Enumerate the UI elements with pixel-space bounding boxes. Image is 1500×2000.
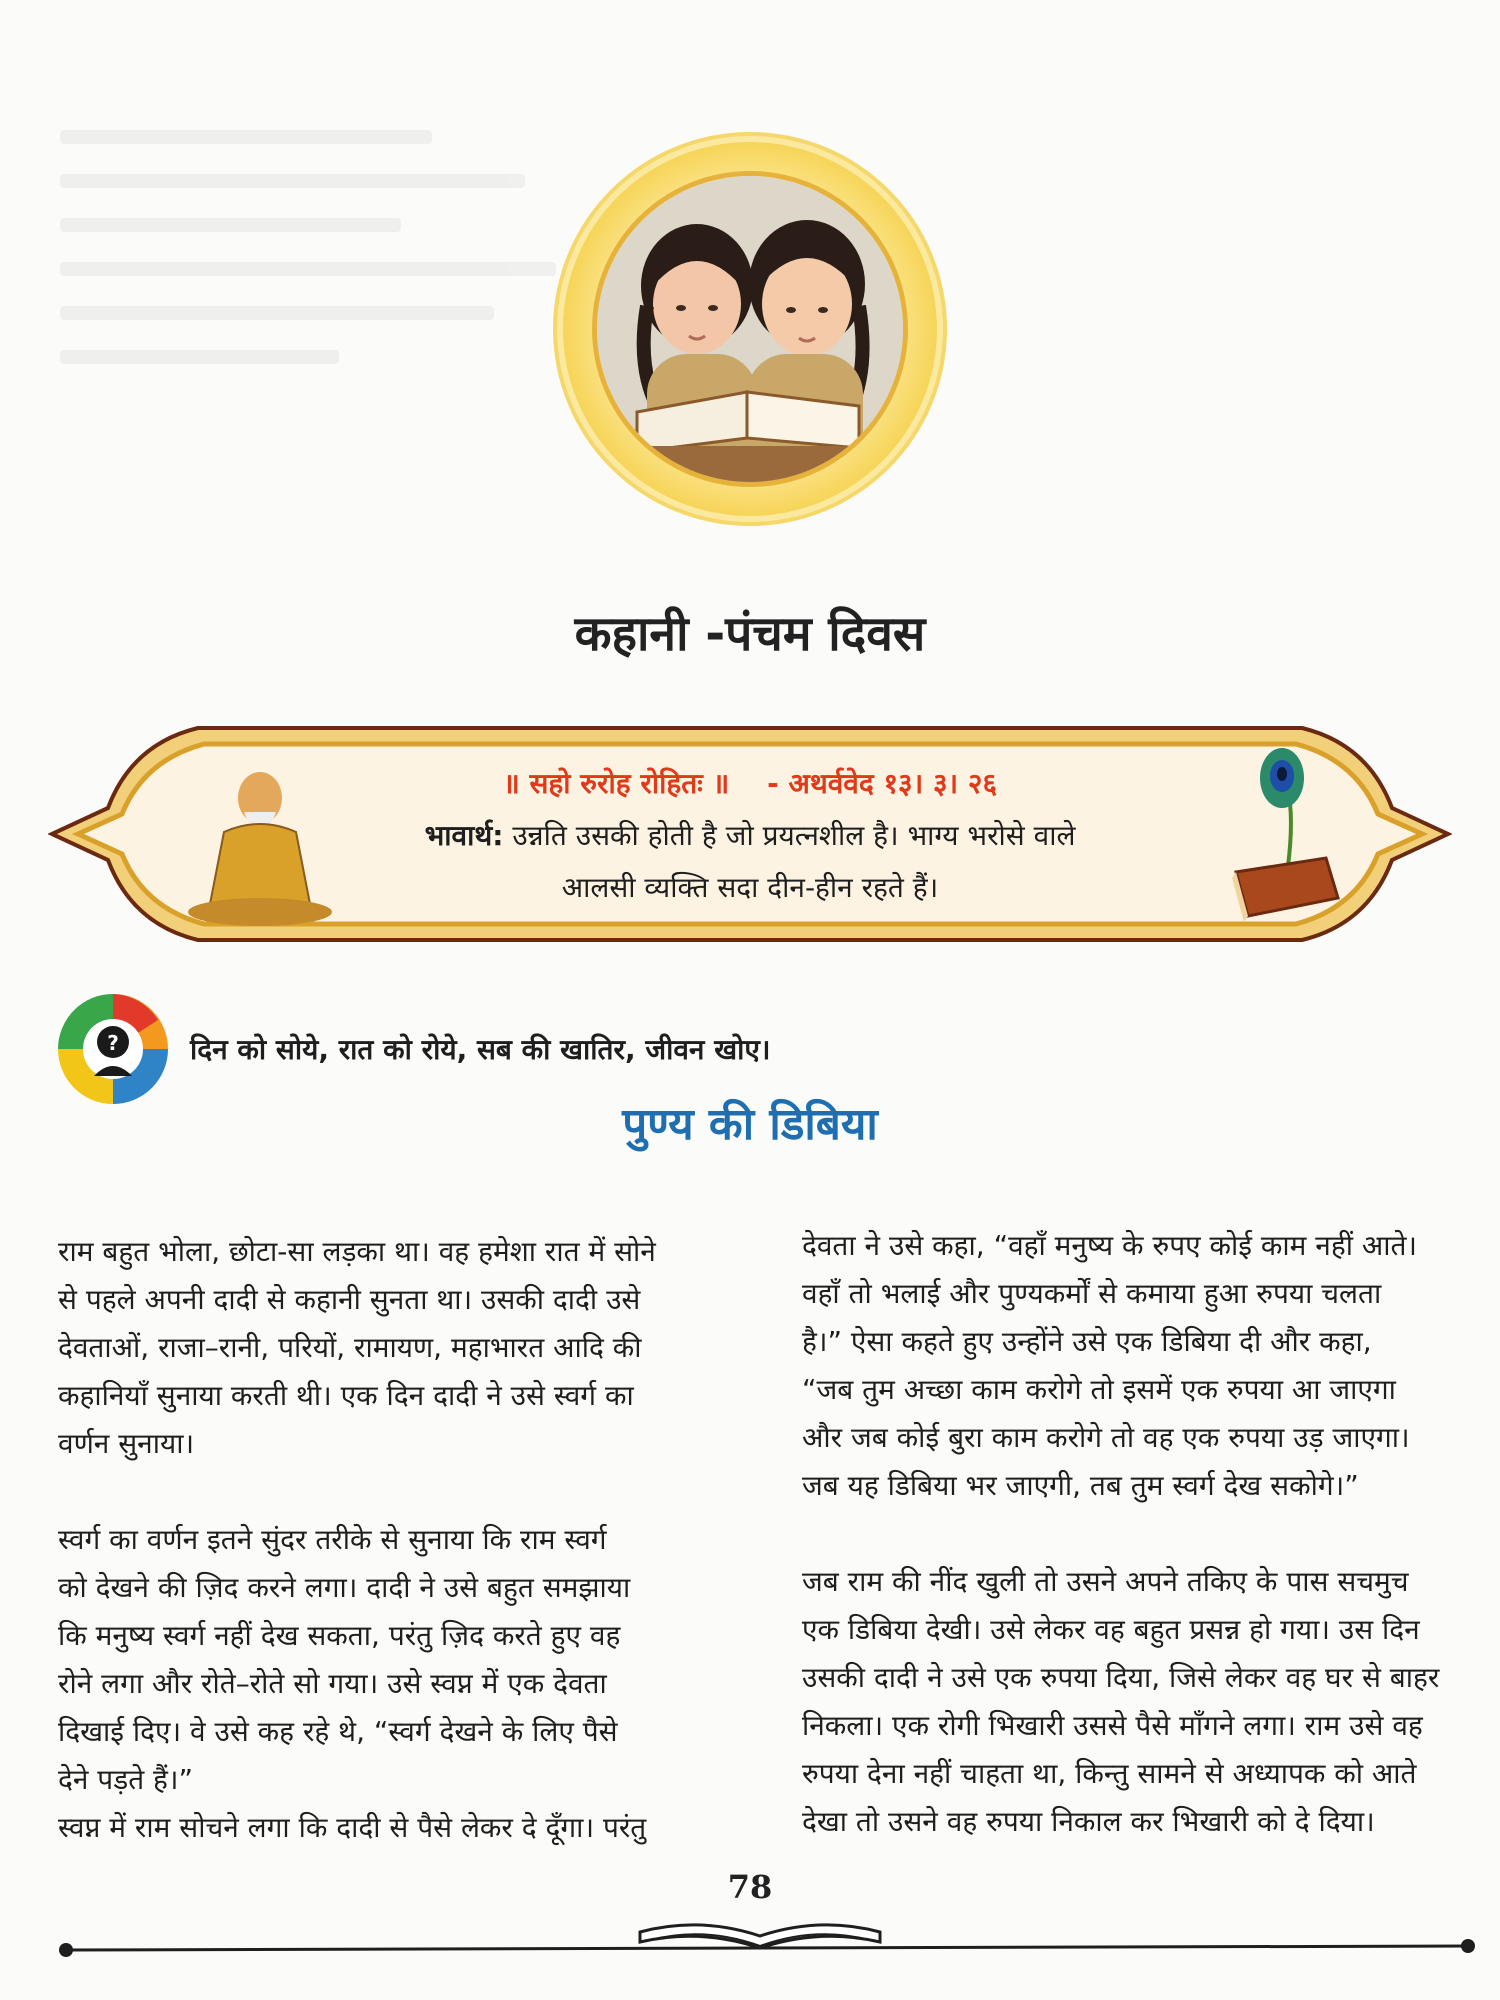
- story-line: है।” ऐसा कहते हुए उन्होंने उसे एक डिबिया दी और कहा,: [802, 1325, 1372, 1358]
- story-column-right: [802, 1222, 1478, 1846]
- story-line: देवताओं, राजा–रानी, परियों, रामायण, महाभारत आदि की: [58, 1331, 642, 1364]
- page-title: कहानी -पंचम दिवस: [574, 606, 926, 662]
- riddle-puzzle-icon: [54, 990, 172, 1108]
- mantra-verse: ॥ सहो रुरोह रोहितः ॥: [502, 767, 730, 800]
- story-line: रुपया देना नहीं चाहता था, किन्तु सामने से अध्यापक को आते: [802, 1757, 1417, 1790]
- story-line: राम बहुत भोला, छोटा-सा लड़का था। वह हमेशा रात में सोने: [58, 1235, 656, 1268]
- story-line: कि मनुष्य स्वर्ग नहीं देख सकता, परंतु ज़िद करते हुए वह: [58, 1619, 621, 1652]
- svg-text:?: ?: [107, 1031, 119, 1055]
- story-column-left: [58, 1228, 738, 1852]
- story-line: स्वर्ग का वर्णन इतने सुंदर तरीके से सुनाया कि राम स्वर्ग: [58, 1523, 607, 1556]
- meaning-label: भावार्थ:: [424, 819, 504, 852]
- story-line: देने पड़ते हैं।”: [58, 1763, 194, 1796]
- story-line: को देखने की ज़िद करने लगा। दादी ने उसे बहुत समझाया: [58, 1571, 631, 1604]
- story-line: स्वप्न में राम सोचने लगा कि दादी से पैसे लेकर दे दूँगा। परंतु: [58, 1811, 647, 1844]
- story-line: वर्णन सुनाया।: [58, 1427, 195, 1460]
- story-line: जब राम की नींद खुली तो उसने अपने तकिए के पास सचमुच: [802, 1565, 1409, 1598]
- meaning-text-2: आलसी व्यक्ति सदा दीन-हीन रहते हैं।: [561, 871, 939, 904]
- story-line: कहानियाँ सुनाया करती थी। एक दिन दादी ने उसे स्वर्ग का: [58, 1379, 634, 1412]
- riddle-text: दिन को सोये, रात को रोये, सब की खातिर, जीवन खोए।: [190, 1033, 771, 1066]
- story-line: निकला। एक रोगी भिखारी उससे पैसे माँगने लगा। राम उसे वह: [802, 1709, 1423, 1742]
- story-line: दिखाई दिए। वे उसे कह रहे थे, “स्वर्ग देखने के लिए पैसे: [58, 1715, 618, 1748]
- story-line: “जब तुम अच्छा काम करोगे तो इसमें एक रुपया आ जाएगा: [802, 1373, 1396, 1406]
- mantra-banner: [48, 716, 1452, 952]
- story-line: देखा तो उसने वह रुपया निकाल कर भिखारी को दे दिया।: [802, 1805, 1375, 1838]
- story-line: जब यह डिबिया भर जाएगी, तब तुम स्वर्ग देख सकोगे।”: [802, 1469, 1359, 1502]
- story-line: और जब कोई बुरा काम करोगे तो वह एक रुपया उड़ जाएगा।: [802, 1421, 1410, 1454]
- story-line: रोने लगा और रोते–रोते सो गया। उसे स्वप्न में एक देवता: [58, 1667, 607, 1700]
- story-line: से पहले अपनी दादी से कहानी सुनता था। उसकी दादी उसे: [58, 1283, 641, 1316]
- mantra-meaning: [378, 810, 1122, 914]
- story-title: पुण्य की डिबिया: [622, 1099, 878, 1150]
- story-line: एक डिबिया देखी। उसे लेकर वह बहुत प्रसन्न हो गया। उस दिन: [802, 1613, 1420, 1646]
- story-line: उसकी दादी ने उसे एक रुपया दिया, जिसे लेकर वह घर से बाहर: [802, 1661, 1440, 1694]
- meaning-text-1: उन्नति उसकी होती है जो प्रयत्नशील है। भाग्य भरोसे वाले: [512, 819, 1076, 852]
- girls-reading-illustration: [563, 142, 937, 516]
- open-book-icon: [640, 1925, 880, 1948]
- mantra-line: [48, 764, 1452, 802]
- page-number: 78: [727, 1868, 773, 1906]
- story-line: वहाँ तो भलाई और पुण्यकर्मों से कमाया हुआ रुपया चलता: [802, 1277, 1382, 1310]
- mantra-source: - अथर्ववेद १३। ३। २६: [767, 767, 998, 800]
- story-line: देवता ने उसे कहा, “वहाँ मनुष्य के रुपए कोई काम नहीं आते।: [802, 1229, 1418, 1262]
